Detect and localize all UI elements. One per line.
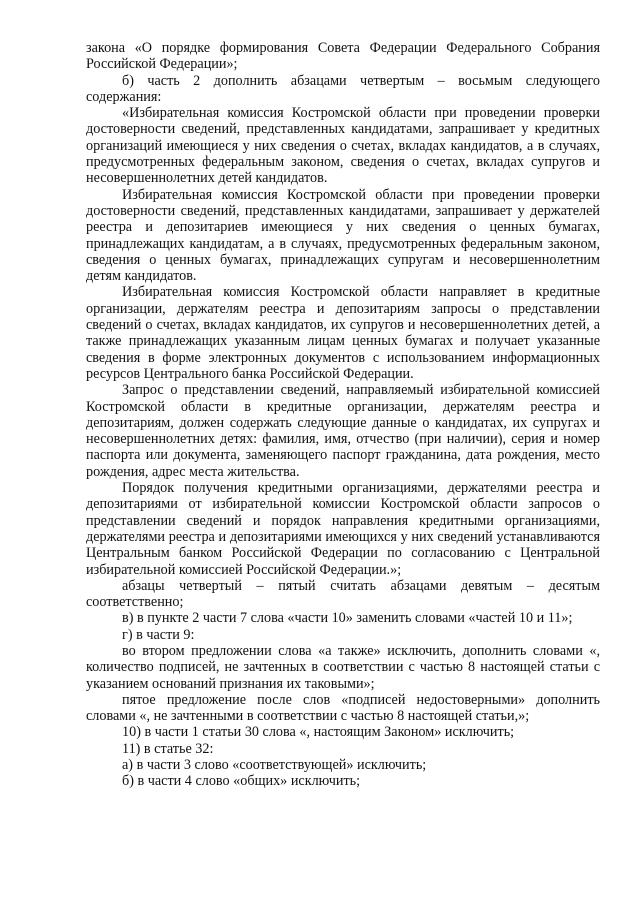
paragraph-requests: Избирательная комиссия Костромской области направляет в кредитные организации, держателям реестра и депозитариям запросы о представлении сведений о счетах, вкладах кандидатов, их супругов и несовершеннолетних детей, а также принадлежащих указанным лицам ценных бумагах и получает указанные сведения в форме электронных документов с использованием информационных ресурсов Центрального банка Российской Федерации. — [86, 284, 600, 382]
paragraph-fifth-sentence: пятое предложение после слов «подписей недостоверными» дополнить словами «, не зачтенными в соответствии с частью 8 настоящей статьи,»; — [86, 691, 600, 725]
paragraph-quote-credit-orgs: «Избирательная комиссия Костромской области при проведении проверки достоверности сведений, представленных кандидатами, запрашивает у кредитных организаций имеющиеся у них сведения о счетах, вкладах кандидатов, а в случаях, предусмотренных федеральным законом, сведения о счетах, вкладах супругов и несовершеннолетних детей кандидатов. — [86, 105, 600, 187]
paragraph-renumbering: абзацы четвертый – пятый считать абзацами девятым – десятым соответственно; — [86, 577, 600, 611]
paragraph-item-b: б) часть 2 дополнить абзацами четвертым – восьмым следующего содержания: — [86, 72, 600, 105]
paragraph-item-g: г) в части 9: — [122, 626, 195, 643]
paragraph-item-11-a: а) в части 3 слово «соответствующей» исключить; — [122, 757, 427, 774]
paragraph-securities: Избирательная комиссия Костромской области при проведении проверки достоверности сведений, представленных кандидатами, запрашивает у держателей реестра и депозитариев имеющиеся у них сведения о ценных бумагах, принадлежащих кандидатам, а в случаях, предусмотренных федеральным законом, сведения о ценных бумагах, принадлежащих супругам и несовершеннолетним детям кандидатов. — [86, 186, 600, 285]
paragraph-item-11: 11) в статье 32: — [122, 740, 214, 757]
paragraph-request-content: Запрос о представлении сведений, направляемый избирательной комиссией Костромской области в кредитные организации, держателям реестра и депозитариям, должен содержать следующие данные о кандидатах, их супругах и несовершеннолетних детях: фамилия, имя, отчество (при наличии), серия и номер паспорта или документа, заменяющего паспорт гражданина, дата рождения, место рождения, адрес места жительства. — [86, 382, 600, 480]
paragraph-item-v: в) в пункте 2 части 7 слова «части 10» заменить словами «частей 10 и 11»; — [122, 610, 573, 627]
paragraph-second-sentence: во втором предложении слова «а также» исключить, дополнить словами «, количество подписей, не зачтенных в соответствии с частью 8 настоящей статьи с указанием оснований признания их таковыми»; — [86, 642, 600, 692]
paragraph-item-11-b: б) в части 4 слово «общих» исключить; — [122, 773, 361, 790]
document-page — [86, 40, 600, 790]
paragraph-item-10: 10) в части 1 статьи 30 слова «, настоящим Законом» исключить; — [122, 724, 515, 741]
paragraph-procedure: Порядок получения кредитными организациями, держателями реестра и депозитариями от избирательной комиссии Костромской области запросов о представлении сведений и порядок направления кредитными организациями, держателями реестра и депозитариями имеющихся у них сведений устанавливаются Центральным банком Российской Федерации по согласованию с Центральной избирательной комиссией Российской Федерации.»; — [86, 480, 600, 578]
paragraph-law-title-continuation: закона «О порядке формирования Совета Федерации Федерального Собрания Российской Федерации»; — [86, 40, 600, 73]
